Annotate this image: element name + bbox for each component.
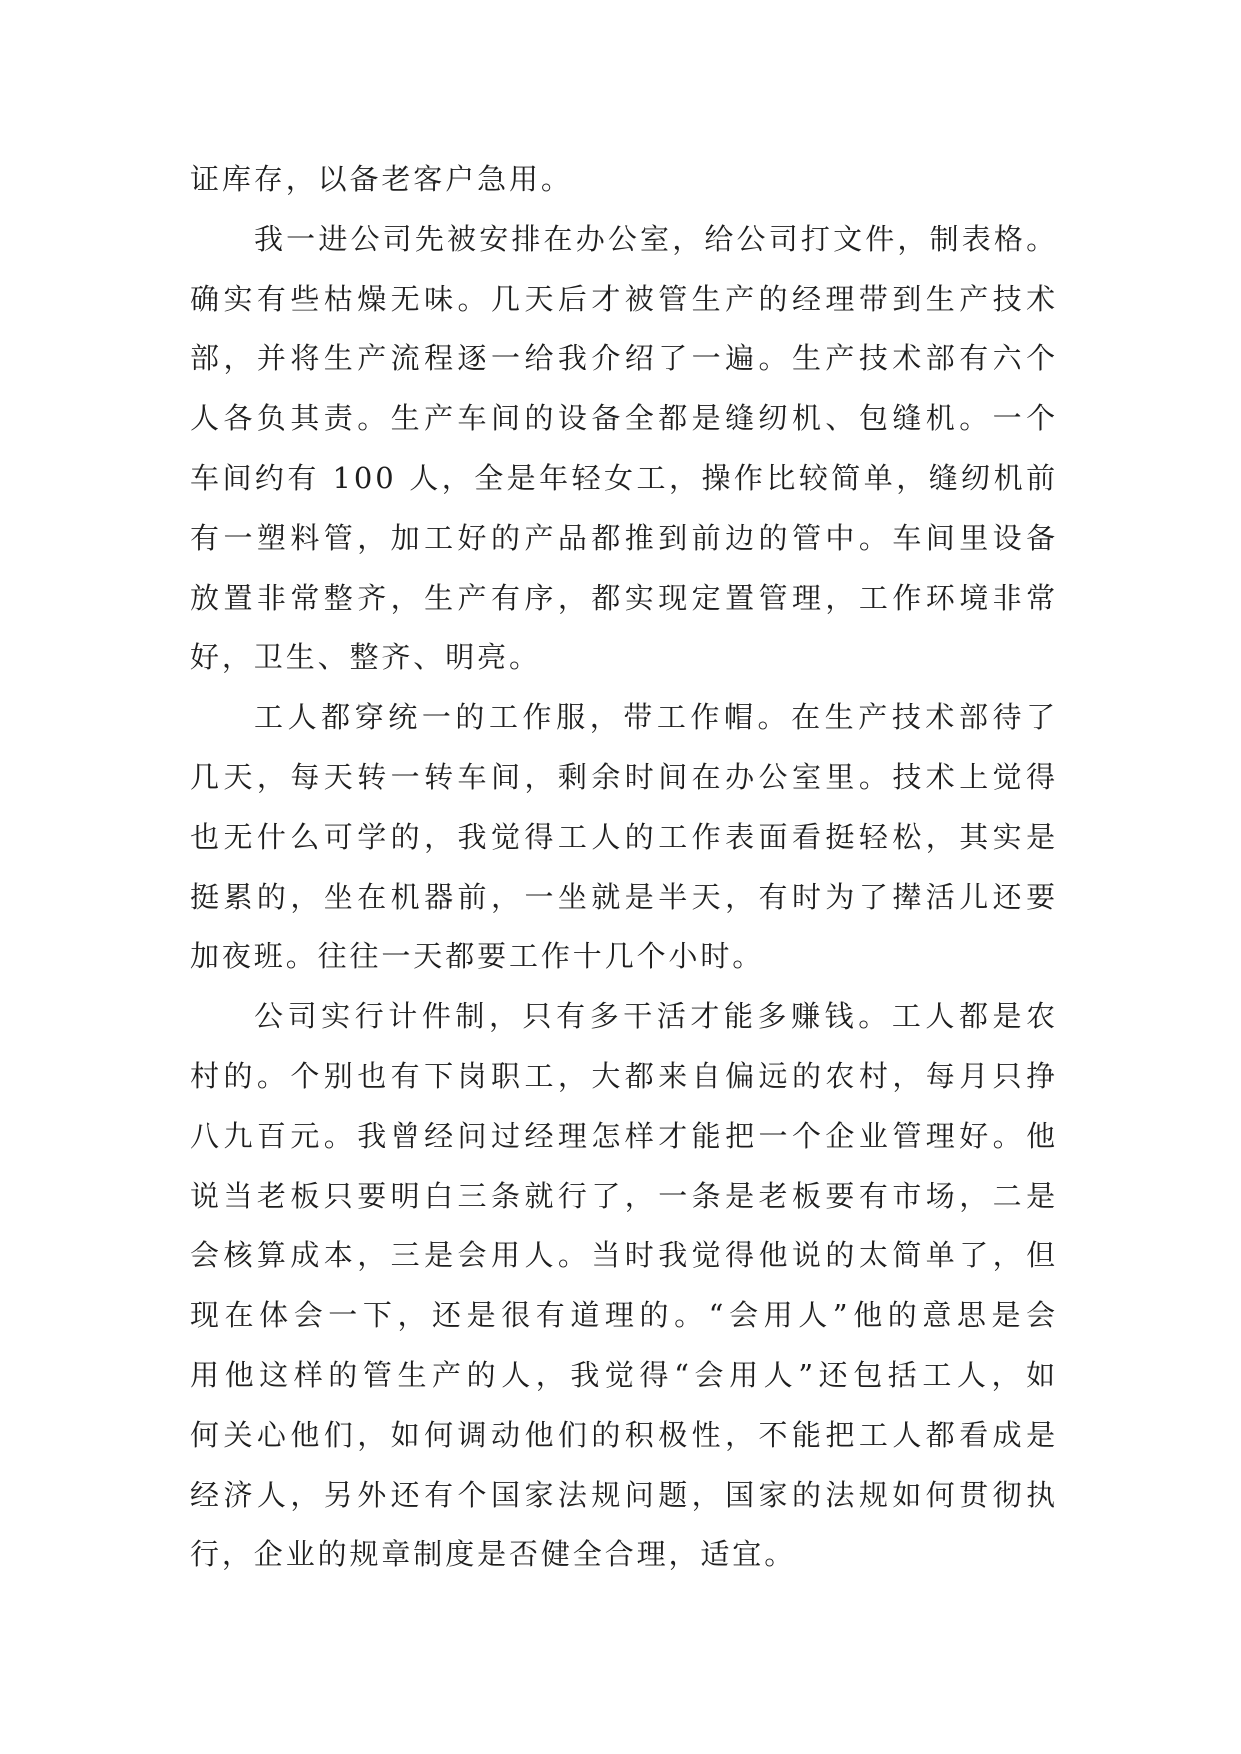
paragraph	[190, 210, 1058, 688]
text-line: 现在体会一下，还是很有道理的。“会用人”他的意思是会	[190, 1298, 1058, 1333]
text-line: 有一塑料管，加工好的产品都推到前边的管中。车间里设备	[190, 520, 1058, 555]
text-line: 工人都穿统一的工作服，带工作帽。在生产技术部待了	[254, 700, 1058, 735]
text-line: 挺累的，坐在机器前，一坐就是半天，有时为了撵活儿还要	[190, 879, 1058, 914]
text-line: 用他这样的管生产的人，我觉得“会用人”还包括工人，如	[190, 1357, 1058, 1392]
text-line: 加夜班。往往一天都要工作十几个小时。	[190, 939, 765, 974]
text-line: 经济人，另外还有个国家法规问题，国家的法规如何贯彻执	[190, 1477, 1058, 1512]
text-line: 部，并将生产流程逐一给我介绍了一遍。生产技术部有六个	[190, 341, 1058, 376]
text-line: 好，卫生、整齐、明亮。	[190, 640, 541, 675]
paragraph	[190, 987, 1058, 1585]
text-line: 公司实行计件制，只有多干活才能多赚钱。工人都是农	[254, 999, 1058, 1034]
paragraph	[190, 688, 1058, 987]
text-line: 行，企业的规章制度是否健全合理，适宜。	[190, 1537, 797, 1572]
text-line: 人各负其责。生产车间的设备全都是缝纫机、包缝机。一个	[190, 401, 1058, 436]
text-line: 也无什么可学的，我觉得工人的工作表面看挺轻松，其实是	[190, 819, 1058, 854]
text-line: 证库存，以备老客户急用。	[190, 162, 573, 196]
text-line: 村的。个别也有下岗职工，大都来自偏远的农村，每月只挣	[190, 1058, 1058, 1093]
text-line: 会核算成本，三是会用人。当时我觉得他说的太简单了，但	[190, 1238, 1058, 1273]
text-line: 确实有些枯燥无味。几天后才被管生产的经理带到生产技术	[190, 281, 1058, 316]
text-line: 何关心他们，如何调动他们的积极性，不能把工人都看成是	[190, 1417, 1058, 1452]
text-line: 我一进公司先被安排在办公室，给公司打文件，制表格。	[254, 221, 1058, 256]
text-line: 放置非常整齐，生产有序，都实现定置管理，工作环境非常	[190, 580, 1058, 615]
text-line: 车间约有 100 人，全是年轻女工，操作比较简单，缝纫机前	[190, 460, 1058, 495]
text-line: 八九百元。我曾经问过经理怎样才能把一个企业管理好。他	[190, 1118, 1058, 1153]
paragraph	[190, 150, 1058, 210]
text-line: 说当老板只要明白三条就行了，一条是老板要有市场，二是	[190, 1178, 1058, 1213]
document-body	[190, 150, 1058, 1585]
text-line: 几天，每天转一转车间，剩余时间在办公室里。技术上觉得	[190, 759, 1058, 794]
